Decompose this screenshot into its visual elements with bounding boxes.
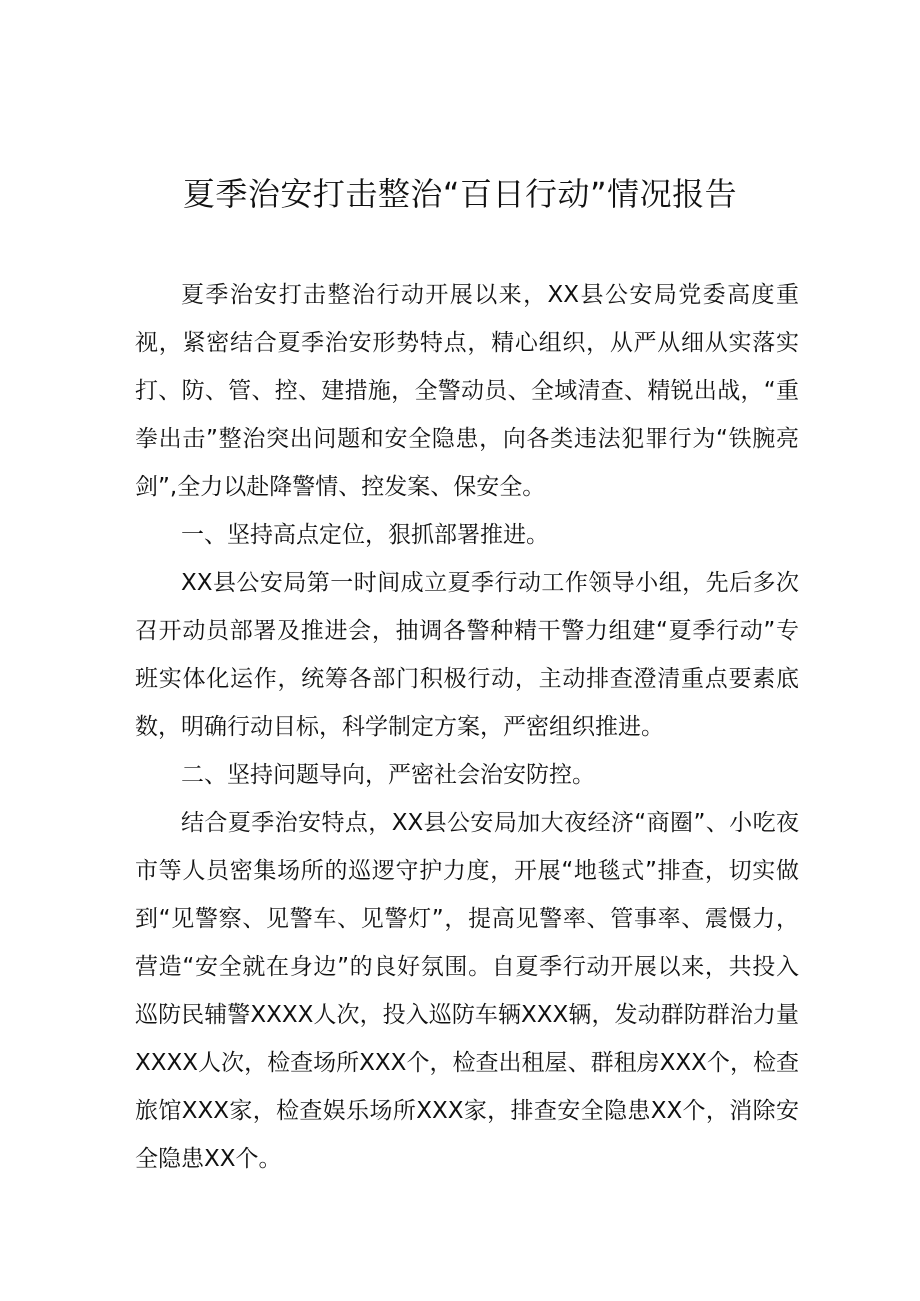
document-title: 夏季治安打击整治“百日行动”情况报告 — [182, 175, 738, 213]
section-heading-1: 一、坚持高点定位，狠抓部署推进。 — [181, 522, 549, 548]
paragraph-intro: 夏季治安打击整治行动开展以来，XX县公安局党委高度重视，紧密结合夏季治安形势特点，精心组织，从严从细从实落实打、防、管、控、建措施，全警动员、全域清查、精锐出战，“重拳出击”整治突出问题和安全隐患，向各类违法犯罪行为“铁腕亮剑”,全力以赴降警情、控发案、保安全。 — [135, 282, 799, 500]
paragraph-section-2: 结合夏季治安特点，XX县公安局加大夜经济“商圈”、小吃夜市等人员密集场所的巡逻守护力度，开展“地毯式”排查，切实做到“见警察、见警车、见警灯”，提高见警率、管事率、震慑力，营造“安全就在身边”的良好氛围。自夏季行动开展以来，共投入巡防民辅警XXXX人次，投入巡防车辆XXX辆，发动群防群治力量XXXX人次，检查场所XXX个，检查出租屋、群租房XXX个，检查旅馆XXX家，检查娱乐场所XXX家，排查安全隐患XX个，消除安全隐患XX个。 — [135, 810, 799, 1172]
section-heading-2: 二、坚持问题导向，严密社会治安防控。 — [181, 762, 595, 788]
paragraph-section-1: XX县公安局第一时间成立夏季行动工作领导小组，先后多次召开动员部署及推进会，抽调各警种精干警力组建“夏季行动”专班实体化运作，统筹各部门积极行动，主动排查澄清重点要素底数，明确行动目标，科学制定方案，严密组织推进。 — [135, 570, 799, 740]
document-body — [135, 271, 799, 1183]
